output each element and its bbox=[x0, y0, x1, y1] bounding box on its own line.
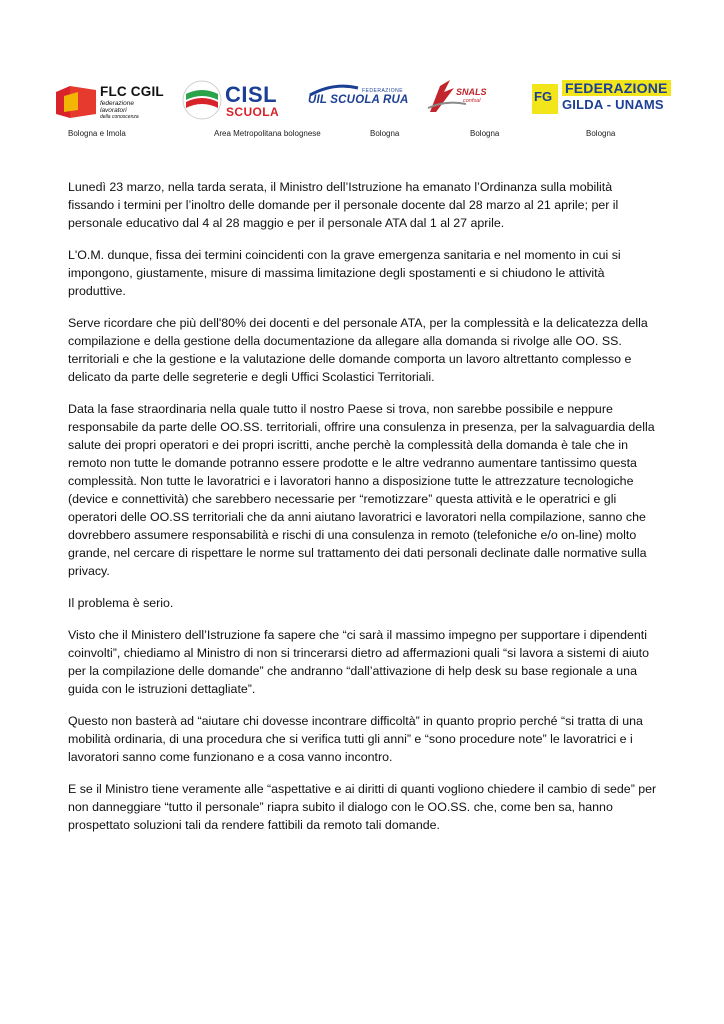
caption-flc: Bologna e Imola bbox=[68, 129, 126, 138]
snals-sub: confsal bbox=[463, 98, 481, 104]
gilda-unams-logo bbox=[532, 78, 682, 124]
flc-subtitle-line-1: federazione bbox=[100, 100, 134, 107]
document-body bbox=[68, 178, 658, 848]
flc-subtitle-line-2: lavoratori bbox=[100, 107, 127, 114]
flc-cgil-name: FLC CGIL bbox=[100, 84, 164, 99]
paragraph: Serve ricordare che più dell'80% dei docenti e del personale ATA, per la complessità e la delicatezza della compilazione e della gestione della documentazione da allegare alla domanda si rivolge alle OO. SS. territoriali e che la gestione e la valutazione delle domande comporta un lavoro altrettanto complesso e delicato da parte delle segreterie e degli Uffici Scolastici Territoriali. bbox=[68, 316, 648, 384]
paragraph: L'O.M. dunque, fissa dei termini coincidenti con la grave emergenza sanitaria e nel momento in cui si impongono, giustamente, misure di massima limitazione degli spostamenti e si chiudono le attività produttive. bbox=[68, 248, 621, 298]
paragraph: Questo non basterà ad “aiutare chi dovesse incontrare difficoltà” in quanto proprio perché “si tratta di una mobilità ordinaria, di una procedura che si verifica tutti gli anni” e “sono procedure note” le lavoratrici e i lavoratori sanno come funzionano e a cosa vanno incontro. bbox=[68, 714, 643, 764]
uil-scuola-rua-logo bbox=[306, 78, 416, 124]
flc-cgil-subtitle bbox=[100, 100, 139, 121]
cisl-flag-icon bbox=[182, 80, 222, 120]
gilda-name: FEDERAZIONE bbox=[562, 80, 671, 96]
uil-prefix: FEDERAZIONE bbox=[362, 88, 404, 94]
uil-name: UIL SCUOLA RUA bbox=[308, 94, 409, 106]
gilda-sub: GILDA - UNAMS bbox=[562, 97, 664, 112]
cisl-sub: SCUOLA bbox=[226, 105, 280, 119]
caption-gilda: Bologna bbox=[586, 129, 616, 138]
caption-uil: Bologna bbox=[370, 129, 400, 138]
caption-snals: Bologna bbox=[470, 129, 500, 138]
flc-cgil-mark-icon bbox=[56, 86, 98, 118]
cisl-name: CISL bbox=[225, 82, 278, 107]
caption-cisl: Area Metropolitana bolognese bbox=[214, 129, 321, 138]
gilda-mark: FG bbox=[534, 89, 553, 104]
paragraph: Visto che il Ministero dell’Istruzione fa sapere che “ci sarà il massimo impegno per supportare i dipendenti coinvolti”, chiediamo al Ministro di non si trincerarsi dietro ad affermazioni quali “si lavora a sistemi di aiuto per la compilazione delle domande” che andranno “dall’attivazione di help desk su base regionale a una guida con le istruzioni dettagliate”. bbox=[68, 628, 650, 696]
paragraph: E se il Ministro tiene veramente alle “aspettative e ai diritti di quanti vogliono chiedere il cambio di sede” per non danneggiare “tutto il personale” riapra subito il dialogo con le OO.SS. che, come ben sa, hanno prospettato soluzioni tali da rendere fattibili da remoto tali domande. bbox=[68, 782, 657, 832]
snals-name: SNALS bbox=[456, 87, 487, 97]
flc-cgil-logo bbox=[56, 78, 174, 124]
union-logos-row bbox=[56, 78, 696, 128]
flc-subtitle-line-3: della conoscenza bbox=[100, 114, 139, 120]
paragraph: Data la fase straordinaria nella quale tutto il nostro Paese si trova, non sarebbe possibile e neppure responsabile da parte delle OO.SS. territoriali, offrire una consulenza in presenza, per la salvaguardia della salute dei propri operatori e dei propri iscritti, anche perchè la complessità della domanda è tale che in remoto non tutte le domande potranno essere prodotte e le altre vedranno aumentare tantissimo questa complessità. Non tutte le lavoratrici e i lavoratori hanno a disposizione tutte le attrezzature tecnologiche (device e connettività) che sarebbero necessarie per “remotizzare” questa attività e le operatrici e gli operatori delle OO.SS territoriali che da anni aiutano lavoratrici e lavoratori nella compilazione, sanno che dovrebbero assumere responsabilità e rischi di una consulenza in remoto (telefoniche e/o on-line) molto grande, nel cercare di rispettare le norme sul trattamento dei dati personali declinate dalle normative sulla privacy. bbox=[68, 402, 655, 578]
paragraph: Il problema è serio. bbox=[68, 596, 174, 610]
snals-confsal-logo bbox=[426, 78, 506, 124]
paragraph: Lunedì 23 marzo, nella tarda serata, il Ministro dell’Istruzione ha emanato l’Ordinanza sulla mobilità fissando i termini per l’inoltro delle domande per il personale docente dal 28 marzo al 21 aprile; per il personale educativo dal 4 al 28 maggio e per il personale ATA dal 1 al 27 aprile. bbox=[68, 180, 619, 230]
cisl-scuola-logo bbox=[182, 78, 302, 124]
